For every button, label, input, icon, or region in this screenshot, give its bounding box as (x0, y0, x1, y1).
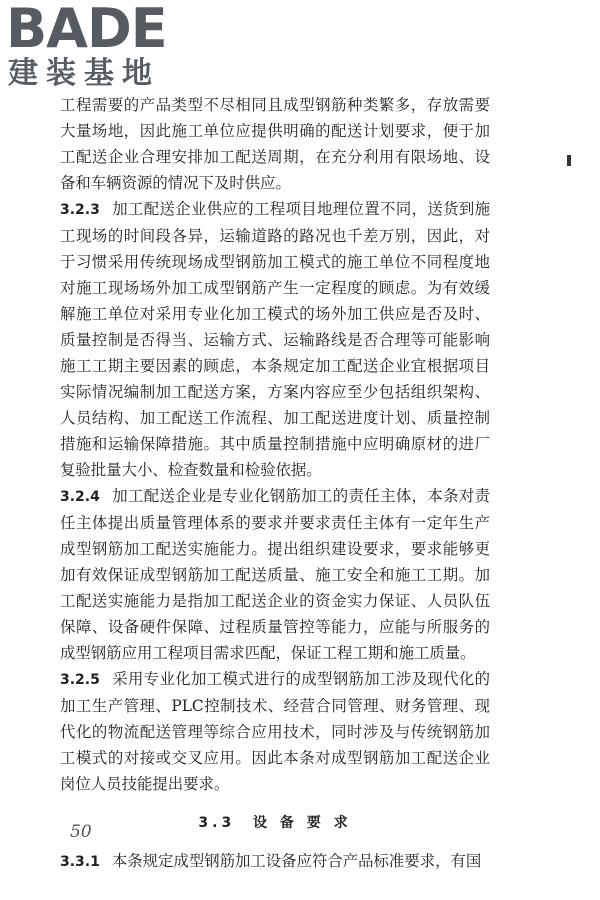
clause-3-2-3 (60, 196, 490, 483)
clause-text: 本条规定成型钢筋加工设备应符合产品标准要求，有国 (111, 852, 482, 870)
logo-subtitle: 建装基地 (8, 56, 160, 91)
continuation-paragraph: 工程需要的产品类型不尽相同且成型钢筋种类繁多，存放需要大量场地，因此施工单位应提供明确的配送计划要求，便于加工配送企业合理安排加工配送周期，在充分利用有限场地、设备和车辆资源的情况下及时供应。 (60, 96, 490, 192)
clause-text: 加工配送企业供应的工程项目地理位置不同，送货到施工现场的时间段各异，运输道路的路况也千差万别，因此，对于习惯采用传统现场成型钢筋加工模式的施工单位不同程度地对施工现场场外加工成型钢筋产生一定程度的顾虑。为有效缓解施工单位对采用专业化加工模式的场外加工供应是否及时、质量控制是否得当、运输方式、运输路线是否合理等可能影响施工工期主要因素的顾虑，本条规定加工配送企业宜根据项目实际情况编制加工配送方案，方案内容应至少包括组织架构、人员结构、加工配送工作流程、加工配送进度计划、质量控制措施和运输保障措施。其中质量控制措施中应明确原材的进厂复验批量大小、检查数量和检验依据。 (60, 200, 490, 479)
section-title: 设 备 要 求 (252, 815, 352, 831)
clause-3-2-4 (60, 483, 490, 666)
clause-number: 3.2.4 (60, 489, 100, 505)
clause-number: 3.2.5 (60, 672, 100, 688)
document-body (60, 92, 490, 875)
clause-text: 加工配送企业是专业化钢筋加工的责任主体，本条对责任主体提出质量管理体系的要求并要求责任主体有一定年生产成型钢筋加工配送实施能力。提出组织建设要求，要求能够更加有效保证成型钢筋加工配送质量、施工安全和施工工期。加工配送实施能力是指加工配送企业的资金实力保证、人员队伍保障、设备硬件保障、过程质量管控等能力，应能与所服务的成型钢筋应用工程项目需求匹配，保证工程工期和施工质量。 (60, 487, 490, 662)
clause-number: 3.3.1 (60, 854, 100, 870)
margin-mark (567, 155, 571, 166)
clause-text: 采用专业化加工模式进行的成型钢筋加工涉及现代化的加工生产管理、PLC控制技术、经营合同管理、财务管理、现代化的物流配送管理等综合应用技术，同时涉及与传统钢筋加工模式的对接或交叉应用。因此本条对成型钢筋加工配送企业岗位人员技能提出要求。 (60, 670, 490, 793)
logo-wordmark: BADE (6, 0, 167, 60)
bade-logo (6, 0, 176, 90)
section-heading (60, 810, 490, 836)
clause-3-2-5 (60, 666, 490, 797)
section-number: 3.3 (198, 815, 236, 831)
clause-number: 3.2.3 (60, 202, 100, 218)
clause-3-3-1 (60, 848, 490, 875)
page-number: 50 (70, 822, 92, 842)
